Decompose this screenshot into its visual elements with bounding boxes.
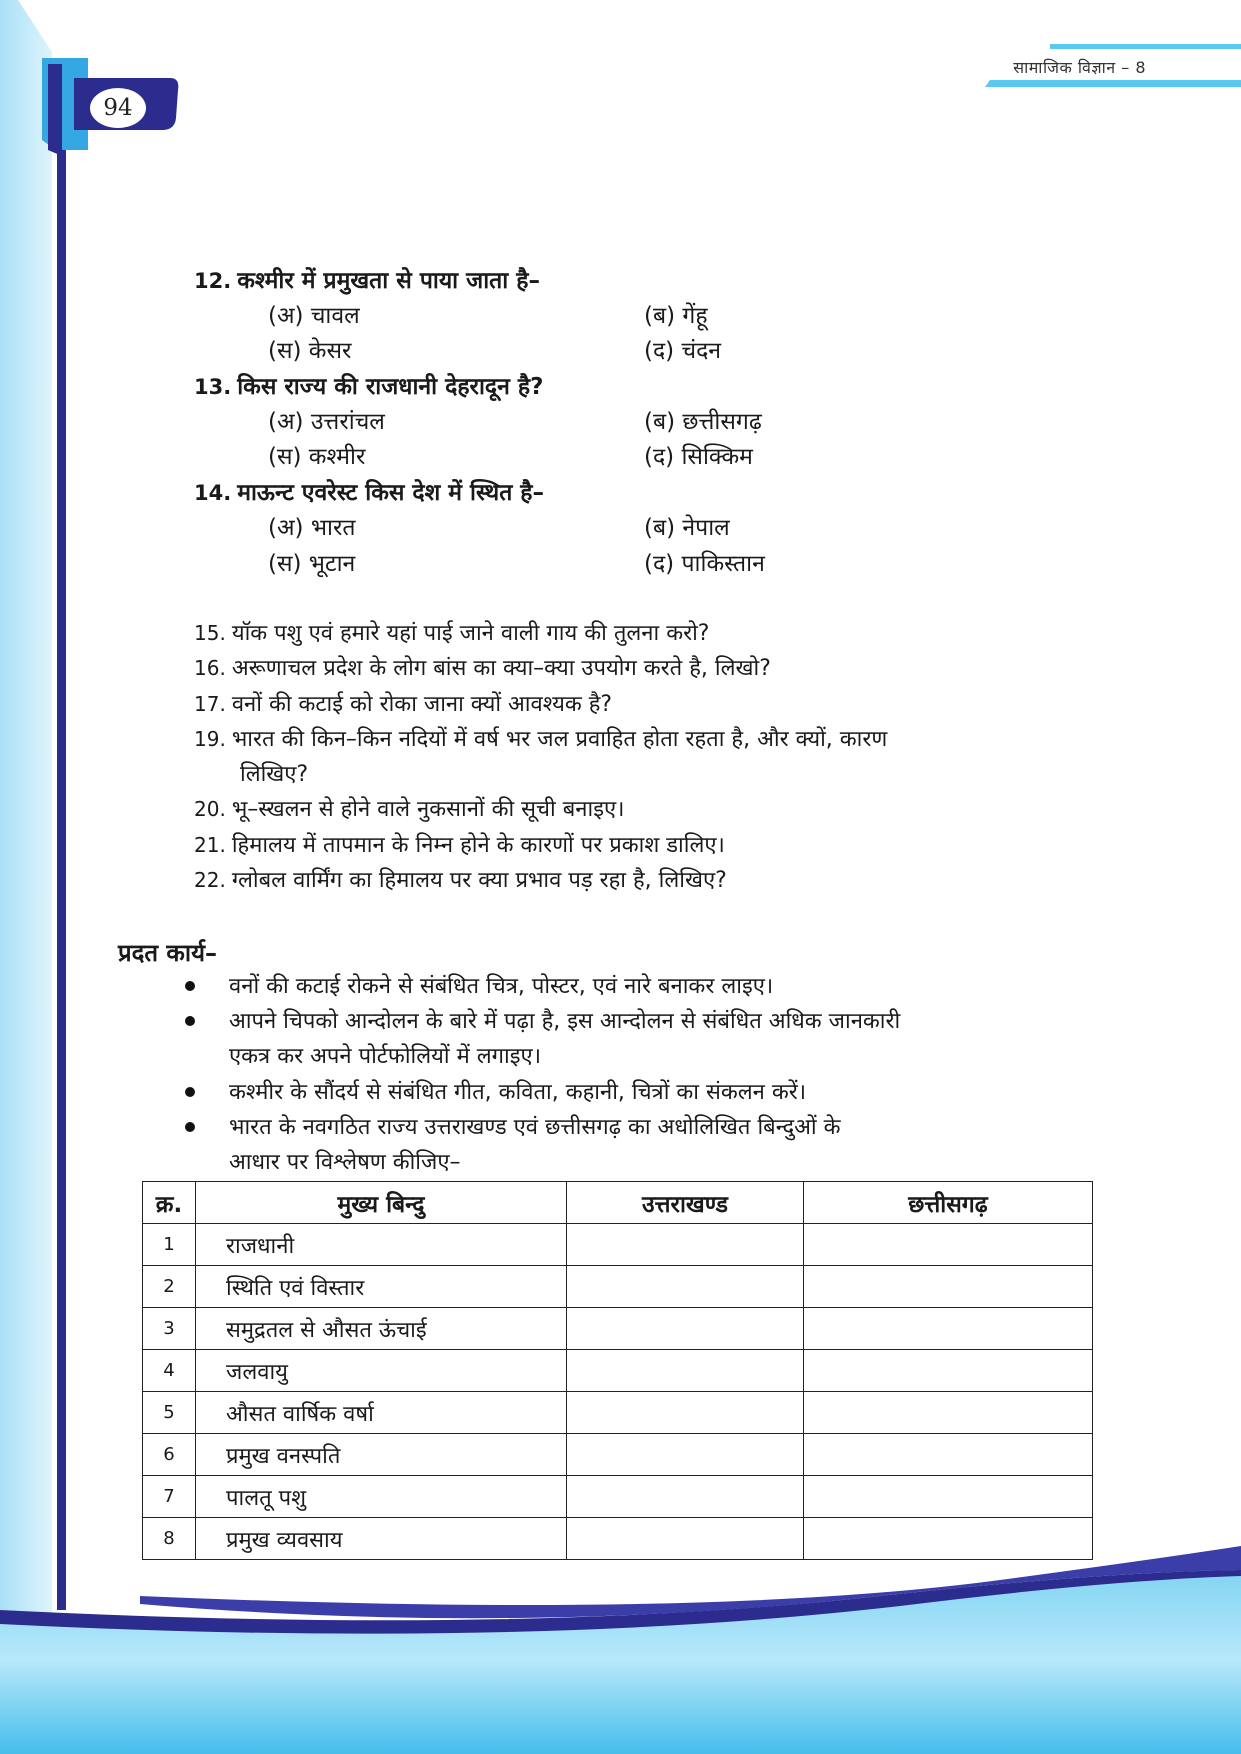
activities-heading: प्रदत कार्य–: [118, 939, 218, 967]
table-row: [143, 1266, 1093, 1308]
page-number: 94: [90, 88, 146, 128]
question-19: [194, 723, 887, 753]
activity-item-3: कश्मीर के सौंदर्य से संबंधित गीत, कविता, कहानी, चित्रों का संकलन करें।: [229, 1080, 807, 1105]
book-title: सामाजिक विज्ञान – 8: [1013, 58, 1146, 77]
question-text: भारत की किन–किन नदियों में वर्ष भर जल प्रवाहित होता रहता है, और क्यों, कारण: [231, 727, 888, 752]
question-text: वनों की कटाई को रोका जाना क्यों आवश्यक है?: [231, 692, 613, 717]
bullet-icon: [185, 981, 195, 991]
row-number: 3: [143, 1308, 196, 1350]
table-row: [143, 1308, 1093, 1350]
cell-uttarakhand: [567, 1308, 804, 1350]
table-row: [143, 1392, 1093, 1434]
row-point: प्रमुख वनस्पति: [196, 1434, 567, 1476]
cell-chhattisgarh: [804, 1224, 1093, 1266]
question-20: [194, 793, 625, 823]
question-14: [194, 475, 544, 507]
question-22: [194, 864, 727, 894]
question-text: कश्मीर में प्रमुखता से पाया जाता है–: [237, 268, 540, 294]
question-21: [194, 829, 725, 859]
question-text: किस राज्य की राजधानी देहरादून है?: [237, 374, 544, 400]
activity-item-4: भारत के नवगठित राज्य उत्तराखण्ड एवं छत्तीसगढ़ का अधोलिखित बिन्दुओं के: [229, 1115, 841, 1140]
question-number: 14.: [194, 481, 232, 505]
cell-uttarakhand: [567, 1266, 804, 1308]
flag-dark: [48, 64, 62, 156]
row-point: राजधानी: [196, 1224, 567, 1266]
row-point: जलवायु: [196, 1350, 567, 1392]
option-a: (अ) भारत: [268, 515, 356, 541]
table-row: [143, 1350, 1093, 1392]
question-16: [194, 652, 771, 682]
cell-uttarakhand: [567, 1392, 804, 1434]
row-number: 8: [143, 1518, 196, 1560]
question-12: [194, 263, 540, 295]
question-number: 22.: [194, 868, 226, 892]
option-b: (ब) छत्तीसगढ़: [644, 409, 762, 435]
bullet-icon: [185, 1087, 195, 1097]
row-point: प्रमुख व्यवसाय: [196, 1518, 567, 1560]
option-d: (द) सिक्किम: [644, 444, 753, 470]
question-17: [194, 688, 612, 718]
question-text: अरूणाचल प्रदेश के लोग बांस का क्या–क्या उपयोग करते है, लिखो?: [231, 656, 771, 681]
option-a: (अ) चावल: [268, 303, 360, 329]
table-row: [143, 1434, 1093, 1476]
question-number: 17.: [194, 692, 226, 716]
activity-item-1: वनों की कटाई रोकने से संबंधित चित्र, पोस्टर, एवं नारे बनाकर लाइए।: [229, 974, 774, 999]
row-point: पालतू पशु: [196, 1476, 567, 1518]
question-number: 21.: [194, 833, 226, 857]
cell-chhattisgarh: [804, 1434, 1093, 1476]
cell-uttarakhand: [567, 1476, 804, 1518]
cell-uttarakhand: [567, 1224, 804, 1266]
option-d: (द) चंदन: [644, 338, 722, 364]
question-15: [194, 617, 709, 647]
activity-item-4-continued: आधार पर विश्लेषण कीजिए–: [229, 1150, 461, 1175]
row-point: समुद्रतल से औसत ऊंचाई: [196, 1308, 567, 1350]
row-point: स्थिति एवं विस्तार: [196, 1266, 567, 1308]
row-number: 6: [143, 1434, 196, 1476]
row-number: 1: [143, 1224, 196, 1266]
cell-chhattisgarh: [804, 1518, 1093, 1560]
cell-chhattisgarh: [804, 1266, 1093, 1308]
question-19-continued: लिखिए?: [240, 762, 309, 787]
question-number: 20.: [194, 797, 226, 821]
option-d: (द) पाकिस्तान: [644, 551, 765, 577]
bullet-icon: [185, 1122, 195, 1132]
header-rule-top: [1050, 44, 1241, 49]
option-b: (ब) नेपाल: [644, 515, 730, 541]
question-text: हिमालय में तापमान के निम्न होने के कारणों पर प्रकाश डालिए।: [231, 833, 725, 858]
left-strip: [0, 0, 52, 1754]
question-text: माऊन्ट एवरेस्ट किस देश में स्थित है–: [237, 480, 545, 506]
question-number: 12.: [194, 269, 232, 293]
option-c: (स) कश्मीर: [268, 444, 366, 470]
question-13: [194, 369, 543, 401]
table-header-row: [143, 1182, 1093, 1224]
cell-chhattisgarh: [804, 1350, 1093, 1392]
question-number: 19.: [194, 727, 226, 751]
question-number: 15.: [194, 621, 226, 645]
row-number: 7: [143, 1476, 196, 1518]
row-number: 2: [143, 1266, 196, 1308]
col-header-serial: क्र.: [143, 1182, 196, 1224]
activity-item-2: आपने चिपको आन्दोलन के बारे में पढ़ा है, इस आन्दोलन से संबंधित अधिक जानकारी: [229, 1009, 901, 1034]
option-c: (स) भूटान: [268, 551, 356, 577]
cell-uttarakhand: [567, 1518, 804, 1560]
header-rule-bottom: [985, 80, 1241, 87]
table-row: [143, 1476, 1093, 1518]
row-number: 4: [143, 1350, 196, 1392]
table-row: [143, 1518, 1093, 1560]
col-header-uttarakhand: उत्तराखण्ड: [567, 1182, 804, 1224]
row-point: औसत वार्षिक वर्षा: [196, 1392, 567, 1434]
option-b: (ब) गेंहू: [644, 303, 708, 329]
activity-item-2-continued: एकत्र कर अपने पोर्टफोलियों में लगाइए।: [229, 1044, 542, 1069]
comparison-table: [142, 1181, 1093, 1560]
table-row: [143, 1224, 1093, 1266]
question-number: 16.: [194, 656, 226, 680]
question-text: यॉक पशु एवं हमारे यहां पाई जाने वाली गाय की तुलना करो?: [231, 621, 710, 646]
option-a: (अ) उत्तरांचल: [268, 409, 385, 435]
bullet-icon: [185, 1016, 195, 1026]
bottom-wave: [0, 1566, 1241, 1754]
cell-chhattisgarh: [804, 1392, 1093, 1434]
col-header-chhattisgarh: छत्तीसगढ़: [804, 1182, 1093, 1224]
cell-chhattisgarh: [804, 1476, 1093, 1518]
cell-uttarakhand: [567, 1434, 804, 1476]
question-text: भू–स्खलन से होने वाले नुकसानों की सूची बनाइए।: [231, 797, 625, 822]
option-c: (स) केसर: [268, 338, 352, 364]
row-number: 5: [143, 1392, 196, 1434]
left-bar: [57, 60, 66, 1610]
cell-uttarakhand: [567, 1350, 804, 1392]
cell-chhattisgarh: [804, 1308, 1093, 1350]
question-number: 13.: [194, 375, 232, 399]
col-header-point: मुख्य बिन्दु: [196, 1182, 567, 1224]
question-text: ग्लोबल वार्मिंग का हिमालय पर क्या प्रभाव पड़ रहा है, लिखिए?: [231, 868, 727, 893]
